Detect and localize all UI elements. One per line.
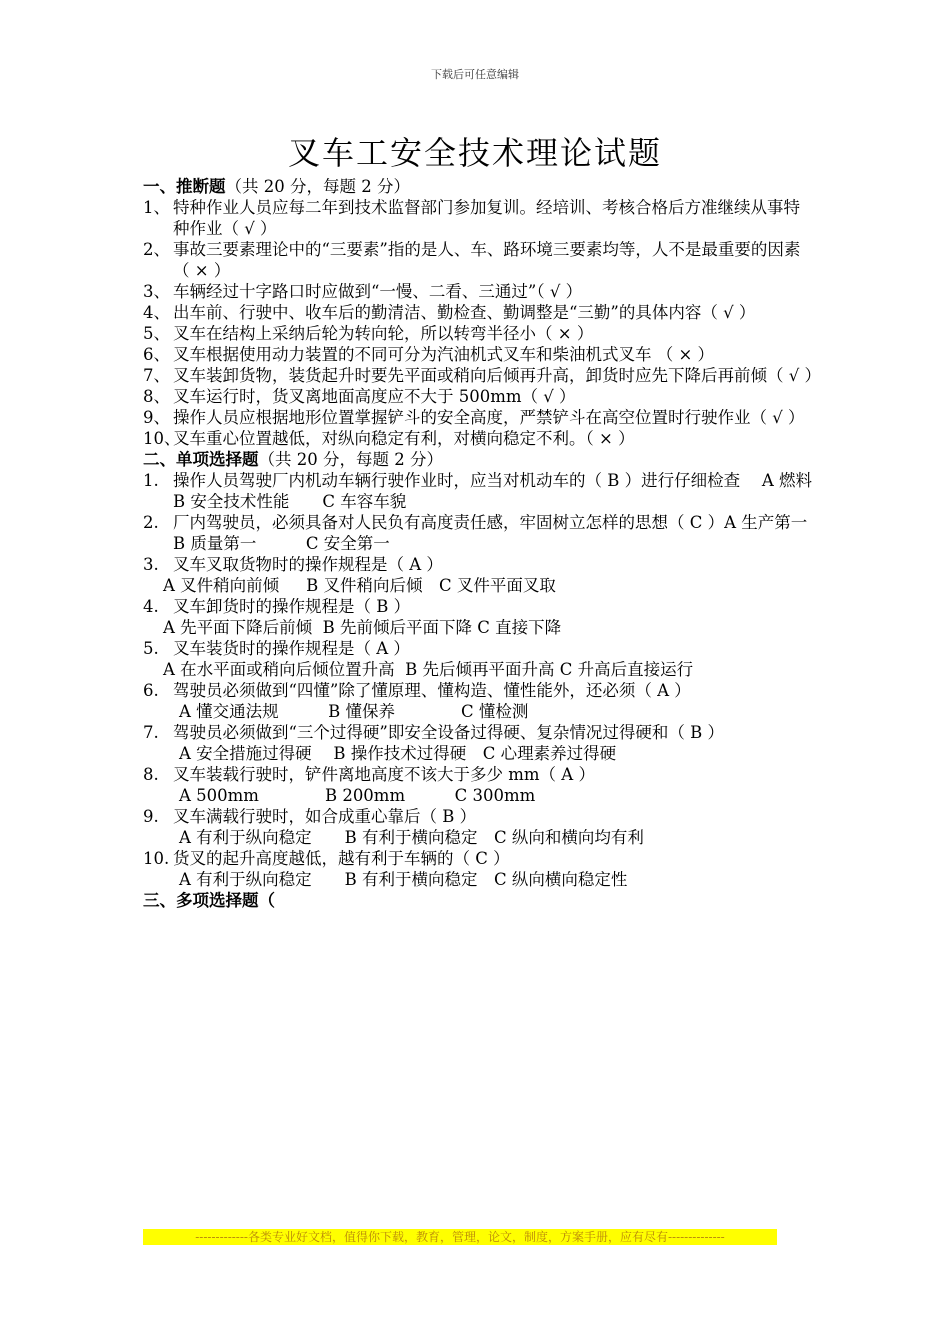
question-text: 叉车重心位置越低，对纵向稳定有利，对横向稳定不利。（ × ） xyxy=(173,429,635,448)
question-number: 9. xyxy=(143,807,159,826)
question-item xyxy=(143,407,813,428)
question-number: 9、 xyxy=(143,408,170,427)
question-text: 车辆经过十字路口时应做到“一慢、二看、三通过”（ √ ） xyxy=(173,282,583,301)
question-item xyxy=(143,848,813,869)
question-text: 厂内驾驶员，必须具备对人民负有高度责任感，牢固树立怎样的思想（ C ）A 生产第一 B 质量第一 C 安全第一 xyxy=(173,513,857,553)
section-2-title: 二、单项选择题 xyxy=(143,450,259,469)
question-text: 操作人员驾驶厂内机动车辆行驶作业时，应当对机动车的（ B ）进行仔细检查 A 燃料 B 安全技术性能 C 车容车貌 xyxy=(173,471,834,511)
question-text: 叉车满载行驶时，如合成重心靠后（ B ） xyxy=(173,807,477,826)
question-number: 8、 xyxy=(143,387,170,406)
question-text: 驾驶员必须做到“四懂”除了懂原理、懂构造、懂性能外，还必须（ A ） xyxy=(173,681,691,700)
question-item xyxy=(143,806,813,827)
section-1-title: 一、推断题 xyxy=(143,177,226,196)
section-3-heading: 三、多项选择题（ xyxy=(143,891,275,910)
question-text: 操作人员应根据地形位置掌握铲斗的安全高度，严禁铲斗在高空位置时行驶作业（ √ ） xyxy=(173,408,805,427)
page-title: 叉车工安全技术理论试题 xyxy=(287,134,662,172)
question-item xyxy=(143,239,813,281)
question-text: 叉车根据使用动力装置的不同可分为汽油机式叉车和柴油机式叉车 （ × ） xyxy=(173,345,715,364)
section-1-note: （共 20 分，每题 2 分） xyxy=(225,177,410,196)
question-text: 叉车运行时，货叉离地面高度应不大于 500mm（ √ ） xyxy=(173,387,576,406)
question-options: A 安全措施过得硬 B 操作技术过得硬 C 心理素养过得硬 xyxy=(179,744,617,763)
question-number: 1、 xyxy=(143,198,170,217)
question-item xyxy=(143,344,813,365)
section-2-note: （共 20 分，每题 2 分） xyxy=(258,450,443,469)
footer-banner: -------------各类专业好文档，值得你下载，教育，管理，论文，制度，方案手册，应有尽有-------------- xyxy=(143,1229,777,1245)
question-number: 10、 xyxy=(143,429,181,448)
question-options: A 有利于纵向稳定 B 有利于横向稳定 C 纵向横向稳定性 xyxy=(179,870,628,889)
page-header: 下载后可任意编辑 xyxy=(431,68,519,81)
question-item xyxy=(143,386,813,407)
question-text: 叉车叉取货物时的操作规程是（ A ） xyxy=(173,555,443,574)
judgement-question-list xyxy=(143,197,822,449)
choice-question-list xyxy=(143,470,857,890)
question-item xyxy=(143,680,813,701)
question-number: 5、 xyxy=(143,324,170,343)
question-options: A 懂交通法规 B 懂保养 C 懂检测 xyxy=(179,702,529,721)
question-item xyxy=(143,302,813,323)
question-item xyxy=(143,764,813,785)
question-text: 叉车装载行驶时，铲件离地高度不该大于多少 mm（ A ） xyxy=(173,765,595,784)
question-number: 3. xyxy=(143,555,159,574)
question-number: 4、 xyxy=(143,303,170,322)
question-text: 事故三要素理论中的“三要素”指的是人、车、路环境三要素均等，人不是最重要的因素（ × ） xyxy=(173,240,801,280)
question-item xyxy=(143,554,813,575)
question-item xyxy=(143,365,822,386)
question-text: 叉车卸货时的操作规程是（ B ） xyxy=(173,597,411,616)
question-number: 1. xyxy=(143,471,159,490)
question-number: 8. xyxy=(143,765,159,784)
question-text: 叉车在结构上采纳后轮为转向轮，所以转弯半径小（ × ） xyxy=(173,324,594,343)
question-text: 叉车装货时的操作规程是（ A ） xyxy=(173,639,410,658)
question-number: 2、 xyxy=(143,240,170,259)
question-item xyxy=(143,596,813,617)
question-text: 驾驶员必须做到“三个过得硬”即安全设备过得硬、复杂情况过得硬和（ B ） xyxy=(173,723,724,742)
question-item xyxy=(143,638,813,659)
question-text: 货叉的起升高度越低，越有利于车辆的（ C ） xyxy=(173,849,510,868)
question-number: 6、 xyxy=(143,345,170,364)
question-number: 7、 xyxy=(143,366,170,385)
question-number: 7. xyxy=(143,723,159,742)
question-options: A 在水平面或稍向后倾位置升高 B 先后倾再平面升高 C 升高后直接运行 xyxy=(163,660,694,679)
question-number: 3、 xyxy=(143,282,170,301)
question-number: 4. xyxy=(143,597,159,616)
exam-content xyxy=(143,176,857,911)
question-item xyxy=(143,722,813,743)
question-number: 5. xyxy=(143,639,159,658)
question-options: A 先平面下降后前倾 B 先前倾后平面下降 C 直接下降 xyxy=(163,618,562,637)
section-2-heading xyxy=(143,449,813,470)
question-text: 特种作业人员应每二年到技术监督部门参加复训。经培训、考核合格后方准继续从事特种作业（ √ ） xyxy=(173,198,800,238)
question-number: 6. xyxy=(143,681,159,700)
question-text: 出车前、行驶中、收车后的勤清洁、勤检查、勤调整是“三勤”的具体内容（ √ ） xyxy=(173,303,756,322)
question-options: A 500mm B 200mm C 300mm xyxy=(179,786,536,805)
question-options: A 叉件稍向前倾 B 叉件稍向后倾 C 叉件平面叉取 xyxy=(163,576,556,595)
question-item xyxy=(143,323,813,344)
section-1-heading xyxy=(143,176,813,197)
question-text: 叉车装卸货物，装货起升时要先平面或稍向后倾再升高，卸货时应先下降后再前倾（ √ ） xyxy=(173,366,822,385)
question-item xyxy=(143,281,813,302)
question-item xyxy=(143,470,834,512)
question-number: 10. xyxy=(143,849,170,868)
question-item xyxy=(143,428,813,449)
question-item xyxy=(143,197,813,239)
question-options: A 有利于纵向稳定 B 有利于横向稳定 C 纵向和横向均有利 xyxy=(179,828,644,847)
question-item xyxy=(143,512,857,554)
question-number: 2. xyxy=(143,513,159,532)
